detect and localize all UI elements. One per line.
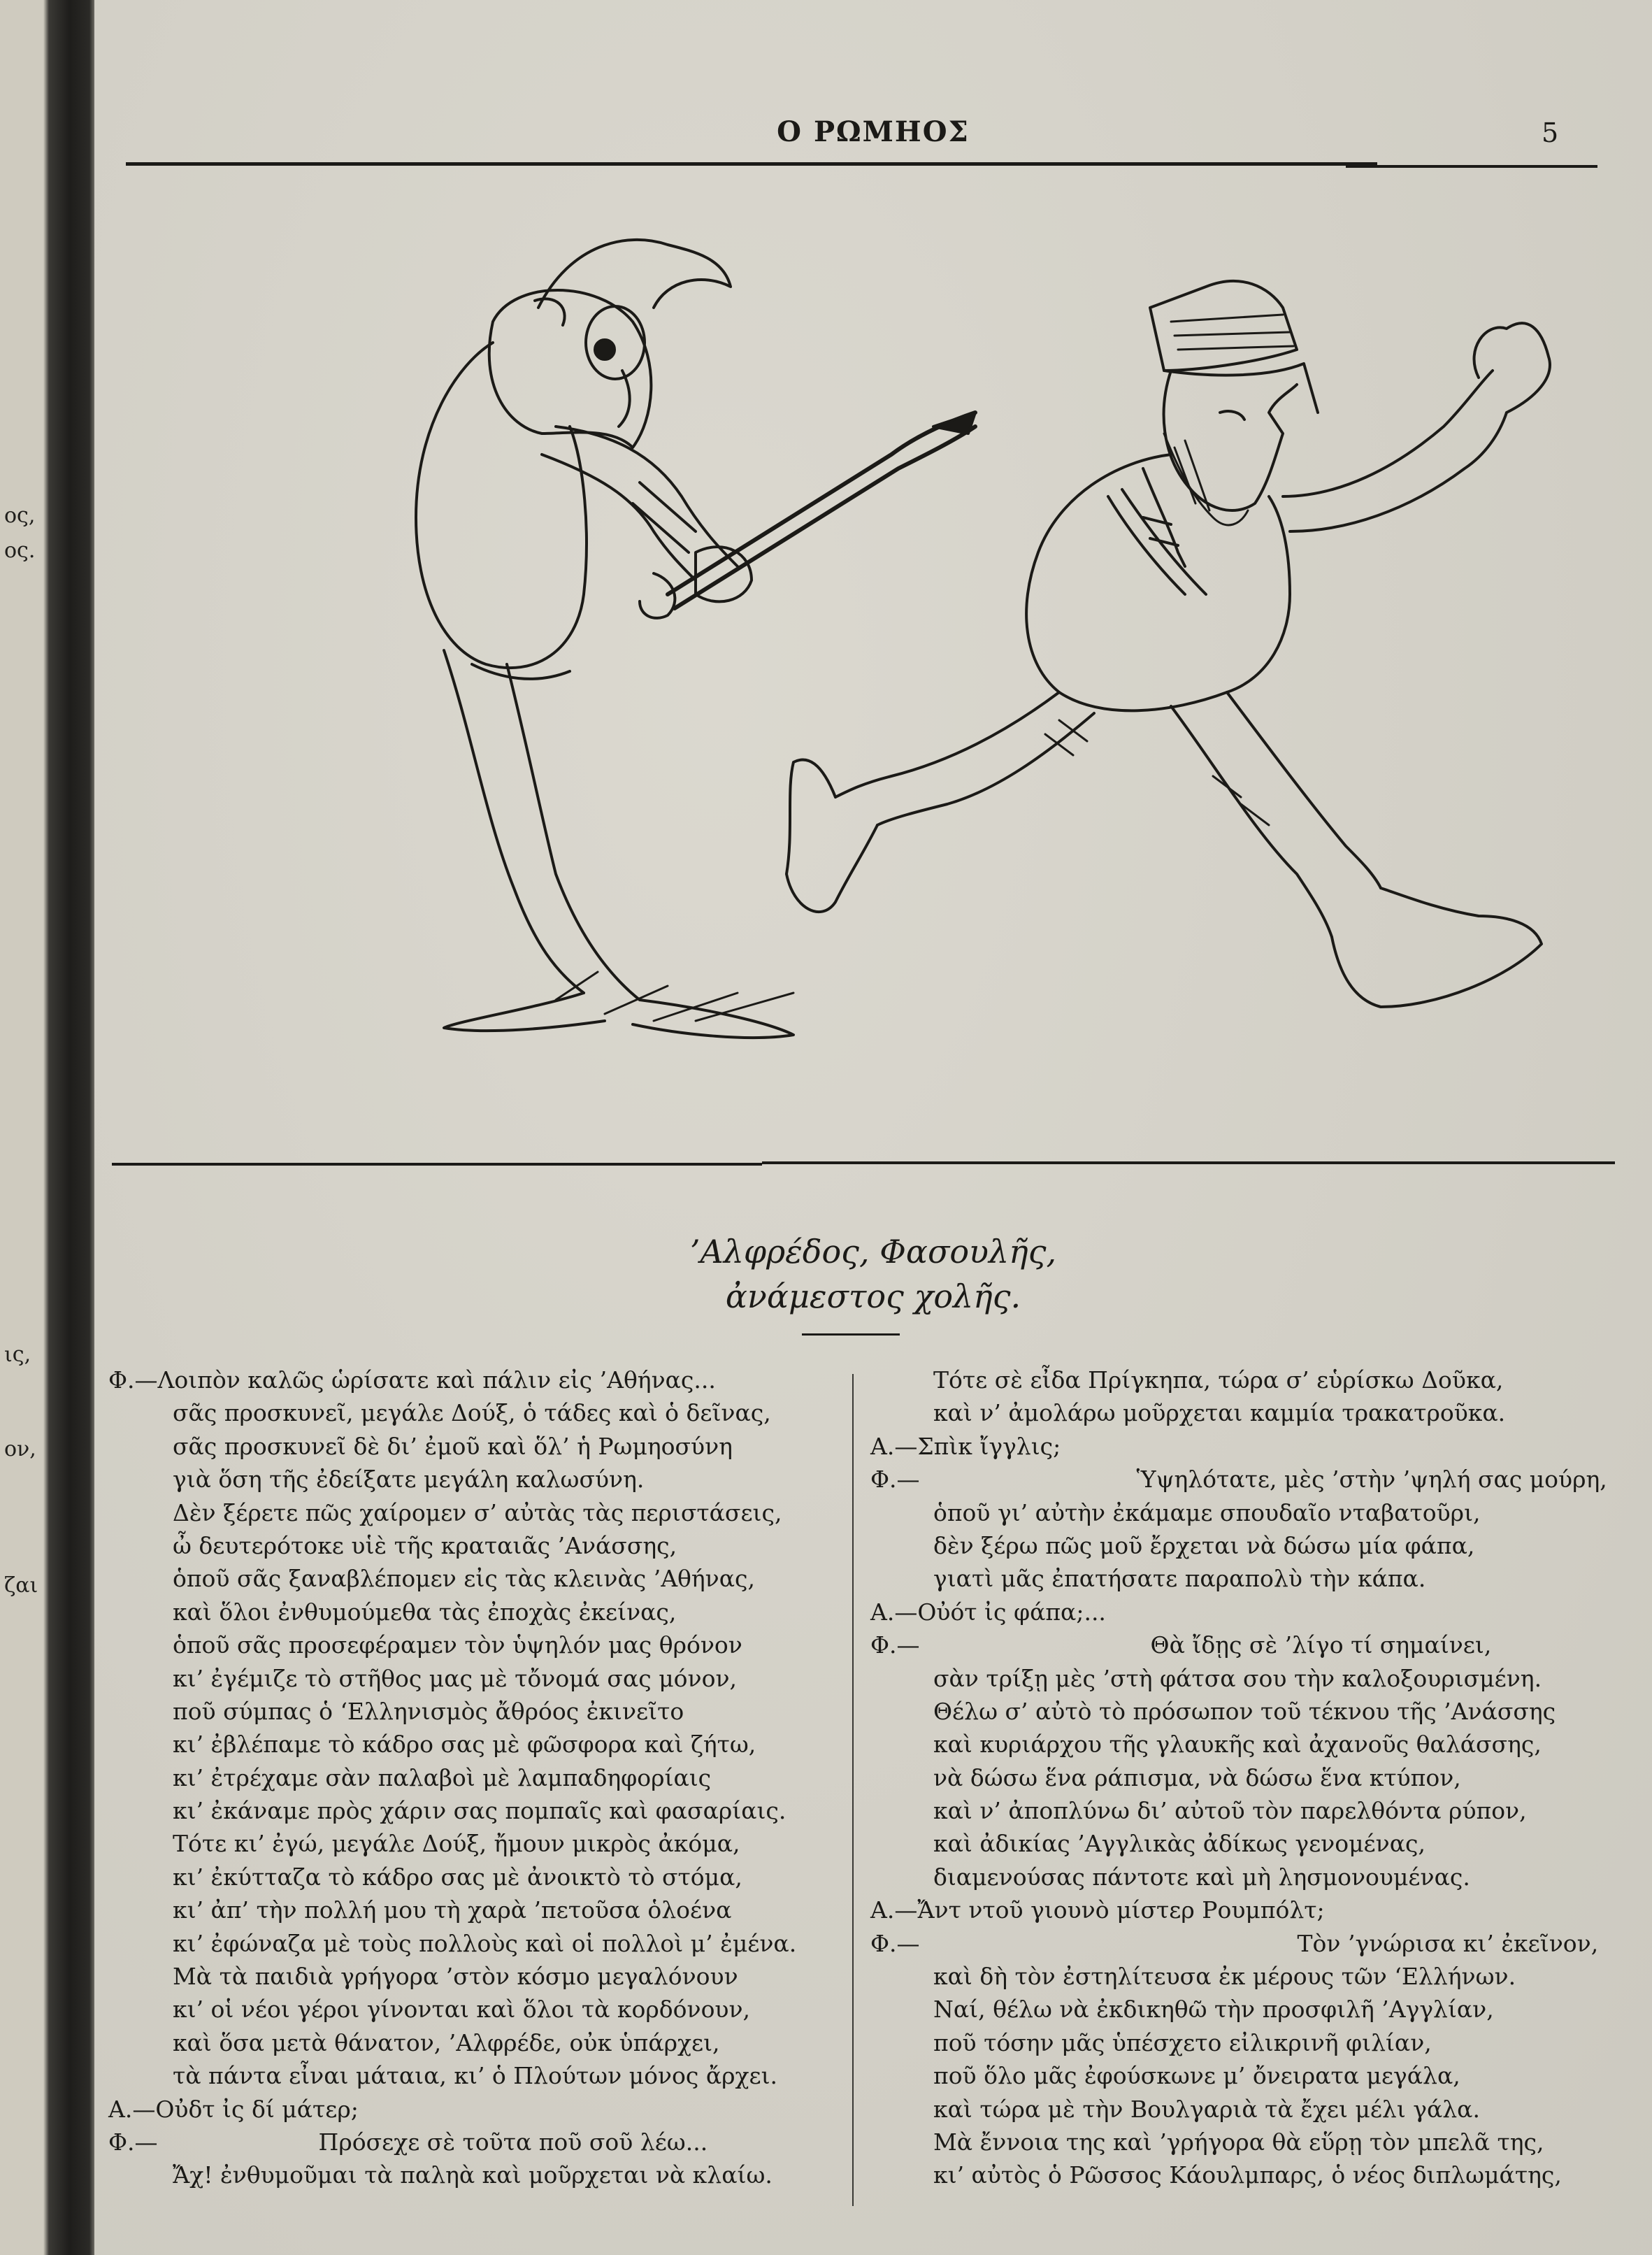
dialogue-text: κι’ αὐτὸς ὁ Ρῶσσος Κάουλμπαρς, ὁ νέος διπλωμάτης, bbox=[933, 2161, 1562, 2189]
dialogue-line bbox=[108, 2093, 835, 2126]
dialogue-text: νὰ δώσω ἕνα ράπισμα, νὰ δώσω ἕνα κτύπον, bbox=[933, 1763, 1461, 1791]
margin-fragment: ις, bbox=[4, 1343, 31, 1367]
dialogue-line bbox=[108, 2059, 835, 2092]
jester-body bbox=[416, 343, 587, 668]
dialogue-text: Δὲν ξέρετε πῶς χαίρομεν σ’ αὐτὰς τὰς περιστάσεις, bbox=[173, 1498, 782, 1526]
dialogue-line bbox=[870, 1728, 1639, 1761]
dialogue-text: ὁποῦ σᾶς προσεφέραμεν τὸν ὑψηλόν μας θρόνον bbox=[173, 1631, 742, 1659]
dialogue-text: καὶ ν’ ἀμολάρω μοῦρχεται καμμία τρακατροῦκα. bbox=[933, 1399, 1506, 1427]
dialogue-text: Λοιπὸν καλῶς ὡρίσατε καὶ πάλιν εἰς ’Αθήνας... bbox=[157, 1366, 716, 1394]
dialogue-line bbox=[870, 2159, 1639, 2191]
column-divider bbox=[852, 1374, 854, 2206]
dialogue-line bbox=[108, 1628, 835, 1661]
dialogue-text: τὰ πάντα εἶναι μάταια, κι’ ὁ Πλούτων μόνος ἄρχει. bbox=[173, 2062, 778, 2090]
cap-stripes bbox=[1171, 315, 1293, 350]
dialogue-line bbox=[108, 1430, 835, 1463]
alfred-arm bbox=[1283, 371, 1507, 531]
jester-arm bbox=[542, 427, 738, 580]
dialogue-line bbox=[870, 1628, 1639, 1661]
page-header: Ο ΡΩΜΗΟΣ bbox=[777, 115, 970, 148]
jester-hand bbox=[696, 547, 752, 601]
dialogue-line bbox=[870, 1993, 1639, 2026]
page-number: 5 bbox=[1542, 117, 1559, 148]
speaker-label: Φ.— bbox=[870, 1466, 920, 1494]
section-rule-left bbox=[112, 1163, 762, 1166]
dialogue-text: κι’ ἐφώναζα μὲ τοὺς πολλοὺς καὶ οἱ πολλοὶ μ’ ἐμένα. bbox=[173, 1929, 797, 1957]
dialogue-text: καὶ κυριάρχου τῆς γλαυκῆς καὶ ἀχανοῦς θαλάσσης, bbox=[933, 1731, 1542, 1759]
stick bbox=[668, 413, 975, 608]
dialogue-line bbox=[108, 1794, 835, 1827]
dialogue-line bbox=[108, 1960, 835, 1993]
dialogue-line bbox=[870, 1396, 1639, 1429]
book-spine bbox=[0, 0, 94, 2255]
dialogue-text: κι’ ἐγέμιζε τὸ στῆθος μας μὲ τὄνομά σας μόνον, bbox=[173, 1664, 738, 1692]
caption-rule bbox=[802, 1333, 900, 1336]
jester-hand-2 bbox=[640, 573, 675, 618]
dialogue-line bbox=[108, 1927, 835, 1960]
dialogue-line bbox=[108, 1363, 835, 1396]
dialogue-text: καὶ ἀδικίας ’Αγγλικὰς ἀδίκως γενομένας, bbox=[933, 1830, 1425, 1858]
dialogue-text: καὶ ὅσα μετὰ θάνατον, ’Αλφρέδε, οὐκ ὑπάρχει, bbox=[173, 2028, 720, 2056]
header-rule-right bbox=[1346, 165, 1597, 168]
dialogue-text: ὁποῦ γι’ αὐτὴν ἐκάμαμε σπουδαῖο νταβατοῦρι, bbox=[933, 1498, 1481, 1526]
dialogue-text: καὶ ὅλοι ἐνθυμούμεθα τὰς ἐποχὰς ἐκείνας, bbox=[173, 1598, 677, 1626]
dialogue-text: ποῦ τόσην μᾶς ὑπέσχετο εἰλικρινῆ φιλίαν, bbox=[933, 2028, 1432, 2056]
dialogue-text: κι’ ἐκάναμε πρὸς χάριν σας πομπαῖς καὶ φασαρίαις. bbox=[173, 1797, 787, 1825]
alfred-front-boot bbox=[1332, 888, 1542, 1007]
dialogue-text: σᾶς προσκυνεῖ δὲ δι’ ἐμοῦ καὶ ὅλ’ ἡ Ρωμηοσύνη bbox=[173, 1432, 733, 1460]
margin-fragment: ος. bbox=[4, 538, 36, 563]
dialogue-line bbox=[108, 1761, 835, 1794]
caption-title bbox=[94, 1229, 1652, 1319]
dialogue-text: Θὰ ἴδῃς σὲ ’λίγο τί σημαίνει, bbox=[1150, 1631, 1492, 1659]
speaker-label: Α.— bbox=[108, 2095, 156, 2123]
dialogue-line bbox=[870, 1794, 1639, 1827]
speaker-label: Α.— bbox=[870, 1896, 918, 1924]
dialogue-line bbox=[870, 1596, 1639, 1628]
dialogue-line bbox=[108, 1496, 835, 1529]
dialogue-line bbox=[108, 1596, 835, 1628]
dialogue-text: Σπὶκ ἴγγλις; bbox=[917, 1432, 1061, 1460]
dialogue-text: καὶ ν’ ἀποπλύνω δι’ αὐτοῦ τὸν παρελθόντα ρύπον, bbox=[933, 1797, 1527, 1825]
dialogue-line bbox=[870, 1363, 1639, 1396]
dialogue-text: κι’ οἱ νέοι γέροι γίνονται καὶ ὅλοι τὰ κορδόνουν, bbox=[173, 1996, 751, 2024]
dialogue-text: κι’ ἐτρέχαμε σὰν παλαβοὶ μὲ λαμπαδηφορίαις bbox=[173, 1763, 712, 1791]
header-rule bbox=[126, 162, 1377, 166]
alfred-torso bbox=[1026, 454, 1290, 710]
dialogue-line bbox=[870, 1662, 1639, 1695]
dialogue-text: Οὐδτ ἰς δί μάτερ; bbox=[155, 2095, 359, 2123]
dialogue-text: Ὑψηλότατε, μὲς ’στὴν ’ψηλή σας μούρη, bbox=[1136, 1466, 1607, 1494]
dialogue-line bbox=[108, 1861, 835, 1894]
jester-eye bbox=[586, 306, 645, 379]
dialogue-line bbox=[870, 1761, 1639, 1794]
dialogue-line bbox=[870, 2059, 1639, 2092]
epaulette bbox=[1143, 468, 1185, 566]
speaker-label: Α.— bbox=[870, 1598, 918, 1626]
dialogue-text: Μὰ ἔννοια της καὶ ’γρήγορα θὰ εὕρῃ τὸν μπελᾶ της, bbox=[933, 2128, 1544, 2156]
dialogue-line bbox=[870, 1463, 1639, 1496]
dialogue-line bbox=[870, 2126, 1639, 2159]
dialogue-line bbox=[108, 1695, 835, 1728]
speaker-label: Α.— bbox=[870, 1432, 918, 1460]
margin-fragment: ον, bbox=[4, 1437, 36, 1461]
dialogue-text: σὰν τρίξῃ μὲς ’στὴ φάτσα σου τὴν καλοξουρισμένη. bbox=[933, 1664, 1542, 1692]
dialogue-text: Ἄντ ντοῦ γιουνὸ μίστερ Ρουμπόλτ; bbox=[917, 1896, 1325, 1924]
dialogue-line bbox=[108, 1993, 835, 2026]
dialogue-line bbox=[870, 1927, 1639, 1960]
dialogue-line bbox=[870, 1496, 1639, 1529]
alfred-front-leg bbox=[1171, 692, 1381, 937]
dialogue-line bbox=[108, 1562, 835, 1595]
dialogue-line bbox=[870, 1529, 1639, 1562]
margin-fragment: ζαι bbox=[4, 1573, 38, 1598]
dialogue-text: διαμενούσας πάντοτε καὶ μὴ λησμονουμένας. bbox=[933, 1863, 1470, 1891]
speaker-label: Φ.— bbox=[870, 1929, 920, 1957]
dialogue-text: ποῦ ὅλο μᾶς ἐφούσκωνε μ’ ὄνειρατα μεγάλα, bbox=[933, 2062, 1460, 2090]
speaker-label: Φ.— bbox=[108, 2128, 158, 2156]
newspaper-page bbox=[94, 0, 1652, 2255]
dialogue-text: κι’ ἀπ’ τὴν πολλή μου τὴ χαρὰ ’πετοῦσα ὁλοένα bbox=[173, 1896, 732, 1924]
dialogue-line bbox=[870, 1894, 1639, 1926]
dialogue-text: καὶ τώρα μὲ τὴν Βουλγαριὰ τὰ ἔχει μέλι γάλα. bbox=[933, 2095, 1480, 2123]
dialogue-line bbox=[108, 1396, 835, 1429]
dialogue-text: ὦ δευτερότοκε υἱὲ τῆς κραταιᾶς ’Ανάσσης, bbox=[173, 1531, 677, 1559]
dialogue-text: καὶ δὴ τὸν ἐστηλίτευσα ἐκ μέρους τῶν ‘Ελλήνων. bbox=[933, 1963, 1516, 1991]
dialogue-text: Ναί, θέλω νὰ ἐκδικηθῶ τὴν προσφιλῆ ’Αγγλίαν, bbox=[933, 1996, 1494, 2024]
dialogue-text: κι’ ἐβλέπαμε τὸ κάδρο σας μὲ φῶσφορα καὶ ζήτω, bbox=[173, 1731, 756, 1759]
caption-line-2: ἀνάμεστος χολῆς. bbox=[725, 1277, 1021, 1315]
dialogue-text: γιὰ ὅση τῆς ἐδείξατε μεγάλη καλωσύνη. bbox=[173, 1466, 645, 1494]
dialogue-text: Τὸν ’γνώρισα κι’ ἐκεῖνον, bbox=[1297, 1929, 1599, 1957]
dialogue-text: σᾶς προσκυνεῖ, μεγάλε Δούξ, ὁ τάδες καὶ ὁ δεῖνας, bbox=[173, 1399, 771, 1427]
dialogue-line bbox=[108, 2126, 835, 2159]
dialogue-text: γιατὶ μᾶς ἐπατήσατε παραπολὺ τὴν κάπα. bbox=[933, 1565, 1426, 1593]
dialogue-text: ποῦ σύμπας ὁ ‘Ελληνισμὸς ἄθρόος ἐκινεῖτο bbox=[173, 1697, 684, 1725]
alfred-back-leg bbox=[835, 692, 1094, 825]
dialogue-text: κι’ ἐκύτταζα τὸ κάδρο σας μὲ ἀνοικτὸ τὸ στόμα, bbox=[173, 1863, 742, 1891]
speaker-label: Φ.— bbox=[108, 1366, 158, 1394]
dialogue-line bbox=[108, 1728, 835, 1761]
dialogue-text: Τότε κι’ ἐγώ, μεγάλε Δούξ, ἤμουν μικρὸς ἀκόμα, bbox=[173, 1830, 740, 1858]
alfred-eye bbox=[1220, 411, 1244, 420]
dialogue-line bbox=[108, 1894, 835, 1926]
dialogue-line bbox=[870, 1861, 1639, 1894]
speaker-label: Φ.— bbox=[870, 1631, 920, 1659]
sash bbox=[1108, 489, 1206, 594]
dialogue-text: Θέλω σ’ αὐτὸ τὸ πρόσωπον τοῦ τέκνου τῆς ’Ανάσσης bbox=[933, 1697, 1556, 1725]
jester-pupil bbox=[595, 340, 615, 359]
dialogue-line bbox=[870, 1430, 1639, 1463]
dialogue-line bbox=[870, 1695, 1639, 1728]
jester-hat bbox=[538, 240, 731, 308]
dialogue-text: Πρόσεχε σὲ τοῦτα ποῦ σοῦ λέω... bbox=[318, 2128, 708, 2156]
dialogue-column-left bbox=[108, 1363, 835, 2192]
section-rule-right bbox=[762, 1161, 1615, 1164]
dialogue-line bbox=[870, 1827, 1639, 1860]
margin-fragment: ος, bbox=[4, 503, 36, 528]
dialogue-line bbox=[108, 1529, 835, 1562]
dialogue-text: Ἄχ! ἐνθυμοῦμαι τὰ παληὰ καὶ μοῦρχεται νὰ κλαίω. bbox=[173, 2161, 773, 2189]
dialogue-text: ὁποῦ σᾶς ξαναβλέπομεν εἰς τὰς κλεινὰς ’Αθήνας, bbox=[173, 1565, 755, 1593]
dialogue-line bbox=[108, 1463, 835, 1496]
dialogue-line bbox=[108, 1662, 835, 1695]
dialogue-text: δὲν ξέρω πῶς μοῦ ἔρχεται νὰ δώσω μία φάπα, bbox=[933, 1531, 1475, 1559]
cartoon-illustration bbox=[304, 203, 1604, 1126]
dialogue-line bbox=[870, 1960, 1639, 1993]
alfred-face bbox=[1164, 371, 1297, 510]
dialogue-column-right bbox=[870, 1363, 1639, 2192]
jester-head bbox=[489, 290, 652, 448]
jester-legs bbox=[444, 650, 640, 1000]
dialogue-line bbox=[870, 2093, 1639, 2126]
dialogue-line bbox=[108, 2159, 835, 2191]
dialogue-text: Μὰ τὰ παιδιὰ γρήγορα ’στὸν κόσμο μεγαλόνουν bbox=[173, 1963, 738, 1991]
alfred-back-boot bbox=[787, 760, 877, 912]
jester-foot-left bbox=[444, 993, 605, 1031]
dialogue-line bbox=[870, 2026, 1639, 2059]
alfred-hand bbox=[1474, 323, 1550, 413]
dialogue-line bbox=[108, 2026, 835, 2059]
dialogue-text: Οὐότ ἰς φάπα;... bbox=[917, 1598, 1106, 1626]
dialogue-line bbox=[870, 1562, 1639, 1595]
dialogue-text: Τότε σὲ εἶδα Πρίγκηπα, τώρα σ’ εὑρίσκω Δοῦκα, bbox=[933, 1366, 1504, 1394]
cap bbox=[1150, 281, 1297, 371]
caption-line-1: ’Αλφρέδος, Φασουλῆς, bbox=[689, 1233, 1057, 1270]
dialogue-line bbox=[108, 1827, 835, 1860]
